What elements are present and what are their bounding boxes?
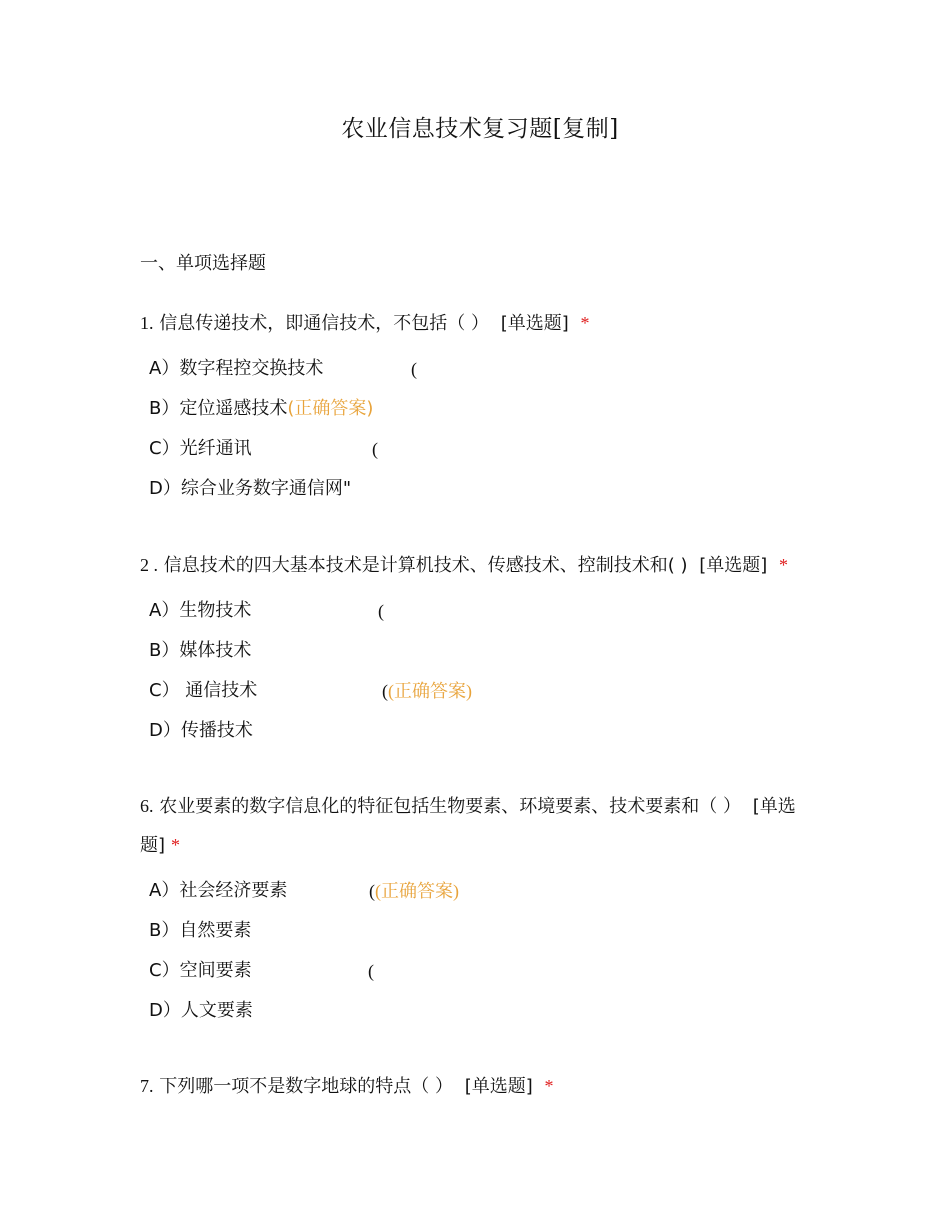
question-6 [140,787,820,865]
correct-answer-tag: (正确答案) [287,398,374,419]
question-number: 7. [140,1076,154,1096]
option-a [149,879,287,903]
correct-answer-tag: (正确答案) [375,881,459,901]
option-label: C） 通信技术 [149,680,258,701]
section-heading: 一、单项选择题 [140,253,266,274]
option-a [149,357,323,381]
option-label: A）数字程控交换技术 [149,358,324,379]
question-type: [单选题] [500,313,569,334]
option-d [149,477,351,501]
question-type: [单选题] [140,796,796,856]
question-text: 信息传递技术，即通信技术，不包括（ ） [159,313,489,334]
question-type: [单选题] [464,1076,533,1097]
document-title: 农业信息技术复习题[复制] [341,116,619,142]
question-text: 农业要素的数字信息化的特征包括生物要素、环境要素、技术要素和（ ） [159,796,741,817]
paren-glyph: ( [382,681,388,701]
option-paren [369,879,459,903]
option-c [149,679,257,703]
option-c [149,437,252,461]
required-mark: * [544,1076,554,1096]
correct-answer-tag: (正确答案) [388,681,472,701]
option-paren [382,679,472,703]
option-paren: ( [411,359,417,379]
question-7 [140,1067,820,1106]
option-d [149,999,253,1023]
option-label: B）定位遥感技术 [149,398,288,419]
option-a [149,599,251,623]
option-label: A）社会经济要素 [149,880,288,901]
question-text: 信息技术的四大基本技术是计算机技术、传感技术、控制技术和( ) [163,555,688,576]
required-mark: * [171,835,181,855]
option-label: B）媒体技术 [149,640,252,661]
option-paren: ( [372,439,378,459]
question-1 [140,304,820,343]
question-2 [140,546,820,585]
question-number: 1. [140,313,154,333]
option-c [149,959,252,983]
option-paren: ( [378,601,384,621]
option-label: D）人文要素 [149,1000,253,1021]
question-type: [单选题] [699,555,768,576]
option-label: C）空间要素 [149,960,252,981]
option-b [149,639,251,663]
option-b [149,397,373,421]
question-number: 2 . [140,555,158,575]
question-number: 6. [140,796,154,816]
option-d [149,719,253,743]
option-label: A）生物技术 [149,600,252,621]
option-paren: ( [368,961,374,981]
option-b [149,919,251,943]
option-label: D）传播技术 [149,720,253,741]
option-label: D）综合业务数字通信网" [149,478,352,499]
required-mark: * [580,313,590,333]
paren-glyph: ( [369,881,375,901]
question-text: 下列哪一项不是数字地球的特点（ ） [159,1076,453,1097]
option-label: C）光纤通讯 [149,438,252,459]
required-mark: * [779,555,789,575]
option-label: B）自然要素 [149,920,252,941]
